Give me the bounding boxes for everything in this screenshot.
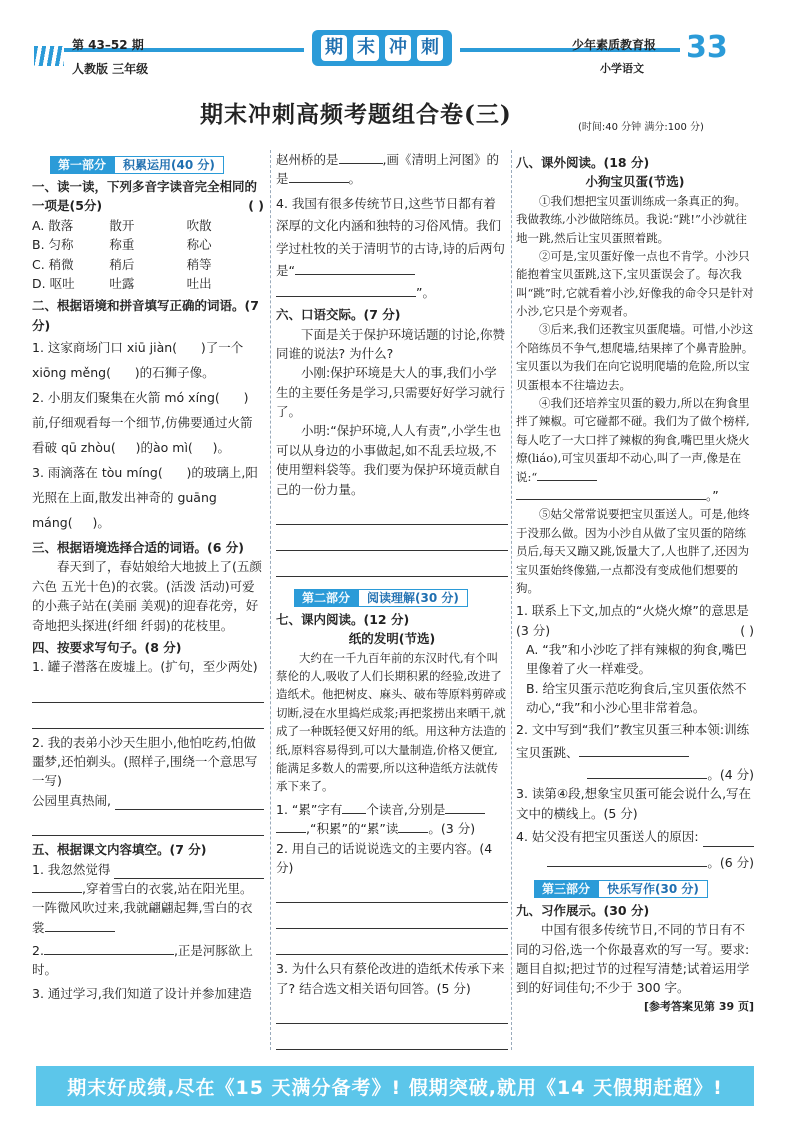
answer-line[interactable]: [32, 814, 264, 836]
option-row: D. 呕吐 吐露 吐出: [32, 275, 212, 291]
column-right: [516, 150, 754, 1015]
answer-blank[interactable]: [537, 469, 597, 481]
subject-label: 小学语文: [600, 62, 644, 75]
question-text: ,“积累”的“累”读 。(3 分): [276, 819, 508, 838]
answer-line[interactable]: [276, 933, 508, 955]
passage-paragraph: ③后来,我们还教宝贝蛋爬墙。可惜,小沙这个陪练员不争气,想爬墙,结果摔了个鼻青脸肿。宝贝蛋以为我们在向它说明爬墙的危险,所以宝贝蛋根本不往墙边去。: [516, 322, 754, 392]
question-text: 公园里真热闹,: [32, 791, 264, 810]
answer-blank[interactable]: [339, 152, 383, 164]
answer-line[interactable]: [276, 555, 508, 577]
issue-number: 第 43–52 期: [72, 38, 144, 52]
part-number: 第一部分: [50, 156, 114, 174]
section-heading: 二、根据语境和拼音填写正确的词语。(7 分): [32, 298, 259, 333]
answer-blank[interactable]: [445, 802, 485, 814]
answer-blank[interactable]: [579, 745, 689, 757]
question-text: 2. 文中写到“我们”教宝贝蛋三种本领:训练宝贝蛋跳、: [516, 721, 750, 761]
answer-blank[interactable]: [342, 802, 366, 814]
question-text: 。(4 分): [516, 765, 754, 784]
option-row: C. 稍微 稍后 稍等: [32, 256, 212, 272]
passage-title: 纸的发明(节选): [348, 631, 436, 647]
question-text: ”。: [276, 283, 508, 302]
question-text: ,穿着雪白的衣裳,站在阳光里。一阵微风吹过来,我就翩翩起舞,雪白的衣裳: [32, 880, 253, 935]
question-text: 赵州桥的是 ,画《清明上河图》的是 。: [276, 152, 499, 187]
question-text: 2. 我的表弟小沙天生胆小,他怕吃药,怕做噩梦,还怕剃头。(照样子,围绕一个意思写一写): [32, 734, 258, 789]
passage-text: 大约在一千九百年前的东汉时代,有个叫蔡伦的人,吸收了人们长期积累的经验,改进了造纸术。他把树皮、麻头、破布等原料剪碎或切断,浸在水里捣烂成浆;再把浆捞出来晒干,就成了一种既轻便又好用的纸。用这种方法造的纸,原料容易得到,可以大量制造,价格又便宜,能满足多数人的需要,所以这种造纸方法就传承下来了。: [276, 650, 506, 794]
question-text: 4. 我国有很多传统节日,这些节日都有着深厚的文化内涵和独特的习俗风情。我们学过杜牧的关于清明节的古诗,诗的后两句是“: [276, 195, 505, 279]
section-heading: 四、按要求写句子。(8 分): [32, 639, 182, 655]
dialogue-xiaogang: 小刚:保护环境是大人的事,我们小学生的主要任务是学习,只需要好好学习就行了。: [276, 365, 505, 419]
part-two-label: [294, 589, 508, 607]
passage-line: 。”: [516, 486, 754, 505]
answer-blank[interactable]: [295, 263, 415, 275]
banner-char: 期: [321, 35, 347, 61]
decorative-stripe: [34, 46, 64, 66]
answer-line[interactable]: [703, 827, 754, 846]
question-text: 春天到了，春姑娘给大地披上了(五颜六色 五光十色)的衣裳。(活泼 活动)可爱的小燕子站在(美丽 美观)的迎春花旁，好奇地把头探进(纤细 纤弱)的花枝里。: [32, 559, 262, 633]
writing-prompt: 中国有很多传统节日,不同的节日有不同的习俗,选一个你最喜欢的写一写。要求:题目自拟;把过节的过程写清楚;试着运用学到的好词佳句;不少于 300 字。: [516, 922, 750, 996]
passage-title: 小狗宝贝蛋(节选): [585, 174, 685, 190]
option-b: B. 给宝贝蛋示范吃狗食后,宝贝蛋依然不动心,“我”和小沙心里非常着急。: [526, 680, 747, 716]
answer-blank[interactable]: [32, 881, 82, 893]
paper-name: 少年素质教育报: [572, 38, 657, 52]
question-text: 下面是关于保护环境话题的讨论,你赞同谁的说法? 为什么?: [276, 326, 505, 361]
banner-char: 刺: [417, 35, 443, 61]
answer-blank[interactable]: [398, 821, 428, 833]
question-text: 1. “累”字有 个读音,分别是: [276, 800, 508, 819]
question-text: 3. 读第④段,想象宝贝蛋可能会说什么,写在文中的横线上。(5 分): [516, 786, 752, 821]
page-number: 33: [686, 30, 728, 65]
part-title: 快乐写作(30 分): [598, 880, 708, 898]
column-middle: [276, 150, 508, 1054]
question-text: 1. 联系上下文,加点的“火烧火燎”的意思是(3 分) ( ): [516, 603, 754, 638]
answer-blank[interactable]: [276, 285, 416, 297]
part-number: 第二部分: [294, 589, 358, 607]
question-text: 4. 姑父没有把宝贝蛋送人的原因:: [516, 827, 754, 846]
section-heading: 八、课外阅读。(18 分): [516, 155, 650, 170]
answer-blank[interactable]: [44, 943, 174, 955]
question-text: 1. 罐子潜落在废墟上。(扩句，至少两处): [32, 659, 258, 675]
section-heading: 七、课内阅读。(12 分): [276, 611, 410, 627]
question-text: 3. 为什么只有蔡伦改进的造纸术传承下来了? 结合选文相关语句回答。(5 分): [276, 961, 505, 996]
answer-line[interactable]: [115, 791, 264, 810]
section-heading: 六、口语交际。(7 分): [276, 307, 401, 323]
section-heading: 一、读一读，下列多音字读音完全相同的一项是(5分) ( ): [32, 179, 264, 214]
answer-line[interactable]: [32, 681, 264, 703]
part-one-label: [50, 156, 264, 174]
section-heading: 三、根据语境选择合适的词语。(6 分): [32, 540, 244, 555]
column-left: [32, 150, 264, 1003]
passage-paragraph: ①我们想把宝贝蛋训练成一条真正的狗。我做教练,小沙做陪练员。我说:“跳!”小沙就往地一跳,然后让宝贝蛋照着跳。: [516, 193, 747, 245]
question-text: 1. 我忽然觉得: [32, 860, 264, 879]
question-text: 1. 这家商场门口 xiū jiàn( )了一个 xiōng měng( )的石狮子像。: [32, 340, 244, 380]
question-text: 2. 用自己的话说说选文的主要内容。(4 分): [276, 840, 493, 875]
answer-line[interactable]: [276, 529, 508, 551]
option-row: A. 散落 散开 吹散: [32, 217, 212, 233]
question-text: 2. 小朋友们聚集在火箭 mó xíng( )前,仔细观看每一个细节,仿佛要通过火箭 看破 qū zhòu( )的ào mì( )。: [32, 390, 253, 455]
question-text: 。(6 分): [516, 853, 754, 872]
footer-banner: 期末好成绩,尽在《15 天满分备考》! 假期突破,就用《14 天假期赶超》!: [36, 1066, 754, 1106]
answer-line[interactable]: [276, 503, 508, 525]
edition-label: 人教版 三年级: [72, 62, 149, 76]
part-number: 第三部分: [534, 880, 598, 898]
passage-paragraph: ④我们还培养宝贝蛋的毅力,所以在狗食里拌了辣椒。可它碰都不碰。我们为了做个榜样,每人吃了一大口拌了辣椒的狗食,嘴巴里火烧火燎(liáo),可宝贝蛋却不动心,叫了一声,像是在说:“: [516, 396, 750, 484]
answer-line[interactable]: [276, 907, 508, 929]
answer-line[interactable]: [114, 860, 264, 879]
answer-blank[interactable]: [516, 488, 706, 500]
answer-line[interactable]: [276, 1002, 508, 1024]
dialogue-xiaoming: 小明:“保护环境,人人有责”,小学生也可以从身边的小事做起,如不乱丢垃圾,不使用塑料袋等。我们要为保护环境贡献自己的一份力量。: [276, 423, 502, 497]
question-text: 3. 通过学习,我们知道了设计并参加建造: [32, 985, 252, 1001]
answer-blank[interactable]: [587, 767, 707, 779]
answer-line[interactable]: [32, 707, 264, 729]
banner-char: 冲: [385, 35, 411, 61]
question-text: 3. 雨滴落在 tòu míng( )的玻璃上,阳光照在上面,散发出神奇的 guāng máng( )。: [32, 465, 258, 530]
answer-blank[interactable]: [289, 171, 349, 183]
passage-paragraph: ⑤姑父常常说要把宝贝蛋送人。可是,他终于没那么做。因为小沙自从做了宝贝蛋的陪练员后,每天又蹦又跳,饭量大了,人也胖了,还因为宝贝蛋始终像猫,一点都没有变成他们想要的狗。: [516, 507, 750, 595]
page-title: 期末冲刺高频考题组合卷(三): [200, 101, 512, 128]
part-three-label: [534, 880, 754, 898]
answer-reference: [参考答案见第 39 页]: [643, 999, 754, 1013]
answer-blank[interactable]: [45, 920, 115, 932]
part-title: 积累运用(40 分): [114, 156, 224, 174]
answer-blank[interactable]: [276, 821, 306, 833]
answer-line[interactable]: [276, 1028, 508, 1050]
option-row: B. 匀称 称重 称心: [32, 237, 212, 253]
banner-char: 末: [353, 35, 379, 61]
section-heading: 五、根据课文内容填空。(7 分): [32, 842, 207, 858]
column-divider: [270, 150, 271, 1050]
answer-blank[interactable]: [547, 855, 707, 867]
page-header: [0, 30, 800, 80]
passage-paragraph: ②可是,宝贝蛋好像一点也不肯学。小沙只能抱着宝贝蛋跳,这下,宝贝蛋误会了。每次我叫“跳”时,它就看着小沙,好像我的命令只是针对小沙,它只是个旁观者。: [516, 248, 754, 319]
answer-line[interactable]: [276, 881, 508, 903]
time-info: (时间:40 分钟 满分:100 分): [578, 122, 704, 133]
part-title: 阅读理解(30 分): [358, 589, 468, 607]
option-a: A. “我”和小沙吃了拌有辣椒的狗食,嘴巴里像着了火一样难受。: [526, 642, 747, 677]
section-heading: 九、习作展示。(30 分): [516, 902, 650, 918]
column-divider: [511, 150, 512, 1050]
banner: [312, 30, 452, 66]
question-text: 2. ,正是河豚欲上时。: [32, 943, 253, 978]
